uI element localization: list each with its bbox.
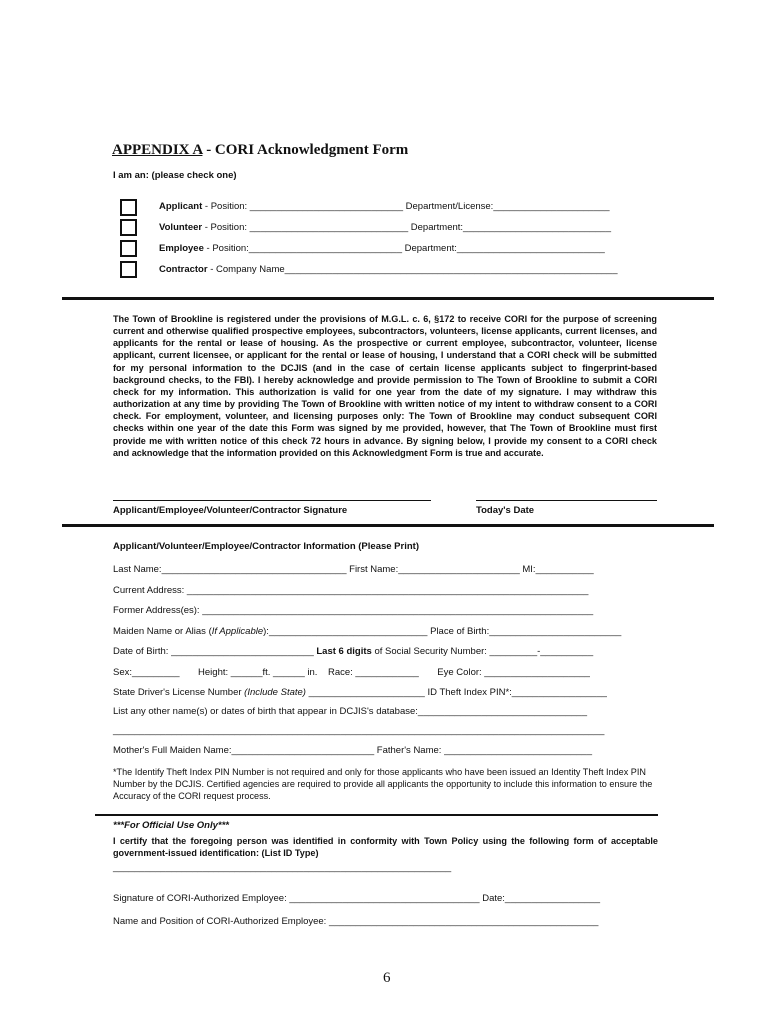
field-text: of Social Security Number: _________-__________	[371, 646, 594, 657]
parents-field[interactable]: Mother's Full Maiden Name:___________________________ Father's Name: ____________________________	[113, 745, 593, 756]
volunteer-row[interactable]	[159, 222, 611, 233]
name-field[interactable]: Last Name:___________________________________ First Name:_______________________ MI:___________	[113, 564, 594, 575]
field-text: Maiden Name or Alias (	[113, 626, 212, 637]
date-label: Today's Date	[476, 505, 535, 516]
authorized-signature-field[interactable]: Signature of CORI-Authorized Employee: ____________________________________ Date:__________________	[113, 893, 601, 904]
role-name: Applicant	[159, 201, 203, 212]
page-number: 6	[383, 970, 391, 986]
employee-checkbox[interactable]	[120, 240, 137, 257]
applicant-row[interactable]	[159, 201, 610, 212]
current-address-field[interactable]: Current Address: ____________________________________________________________________________	[113, 585, 589, 596]
volunteer-checkbox[interactable]	[120, 219, 137, 236]
role-prompt: I am an: (please check one)	[113, 170, 237, 181]
applicant-checkbox[interactable]	[120, 199, 137, 216]
field-text: ):______________________________ Place of Birth:_________________________	[263, 626, 622, 637]
former-address-field[interactable]: Former Address(es): __________________________________________________________________________	[113, 605, 594, 616]
field-note: If Applicable	[211, 626, 264, 637]
other-names-field[interactable]: List any other name(s) or dates of birth that appear in DCJIS's database:________________________________	[113, 706, 587, 717]
form-title-text: - CORI Acknowledgment Form	[202, 142, 409, 158]
role-name: Employee	[159, 243, 204, 254]
employee-row[interactable]	[159, 243, 605, 254]
field-bold: Last 6 digits	[316, 646, 372, 657]
authorized-name-field[interactable]: Name and Position of CORI-Authorized Employee: ___________________________________________________	[113, 916, 599, 927]
other-names-continuation[interactable]: _____________________________________________________________________________________________	[113, 725, 605, 736]
license-field[interactable]	[113, 687, 607, 698]
signature-line[interactable]	[113, 500, 431, 501]
contractor-checkbox[interactable]	[120, 261, 137, 278]
field-text: State Driver's License Number	[113, 687, 245, 698]
section-divider	[62, 297, 714, 300]
dob-ssn-field[interactable]	[113, 646, 593, 657]
signature-label: Applicant/Employee/Volunteer/Contractor Signature	[113, 505, 348, 516]
section-divider	[62, 524, 714, 527]
form-title	[112, 142, 408, 159]
pin-footnote: *The Identify Theft Index PIN Number is not required and only for those applicants who have been issued an Identity Theft Index PIN Number by the DCJIS. Certified agencies are required to provide all applicants the opportunity to include this information to ensure the Accuracy of the CORI request process.	[113, 767, 653, 801]
date-line[interactable]	[476, 500, 657, 501]
section-divider	[95, 814, 658, 816]
info-heading: Applicant/Volunteer/Employee/Contractor Information (Please Print)	[113, 541, 419, 552]
id-type-field[interactable]: ________________________________________________________________	[113, 862, 452, 873]
official-use-heading: ***For Official Use Only***	[113, 820, 229, 831]
field-text: ______________________ ID Theft Index PIN*:__________________	[305, 687, 607, 698]
maiden-name-field[interactable]	[113, 626, 621, 637]
field-text: Date of Birth: ___________________________	[113, 646, 317, 657]
authorization-paragraph: The Town of Brookline is registered under the provisions of M.G.L. c. 6, §172 to receive CORI for the purpose of screening current and otherwise qualified prospective employees, subcontractors, volunteers, license applicants, current licenses, and applicants for the rental or lease of housing. As the prospective or current employee, subcontractor, volunteer, license applicant, current licensee, or applicant for the rental or lease of housing, I understand that a CORI check will be submitted for my personal information to the DCJIS (and in the case of certain license applicants subject to fingerprint-based background checks, to the FBI). I hereby acknowledge and provide permission to The Town of Brookline to submit a CORI check for my information. This authorization is valid for one year from the date of my signature. I may withdraw this authorization at any time by providing The Town of Brookline with written notice of my intent to withdraw consent to a CORI check. For employment, volunteer, and licensing purposes only: The Town of Brookline may conduct subsequent CORI checks within one year of the date this Form was signed by me provided, however, that The Town of Brookline must first provide me with written notice of this check 72 hours in advance. By signing below, I provide my consent to a CORI check and acknowledge that the information provided on this Acknowledgment Form is true and accurate.	[113, 314, 657, 458]
role-fields: - Position: _____________________________ Department/License:______________________	[202, 201, 610, 212]
role-fields: - Position: ______________________________ Department:____________________________	[202, 222, 611, 233]
appendix-label: APPENDIX A	[112, 142, 203, 158]
contractor-row[interactable]	[159, 264, 618, 275]
physical-description-field[interactable]: Sex:_________ Height: ______ft. ______ in. Race: ____________ Eye Color: ____________________	[113, 667, 590, 678]
role-name: Volunteer	[159, 222, 203, 233]
role-name: Contractor	[159, 264, 208, 275]
role-fields: - Position:_____________________________ Department:____________________________	[203, 243, 605, 254]
role-fields: - Company Name_______________________________________________________________	[207, 264, 618, 275]
certification-text: I certify that the foregoing person was identified in conformity with Town Policy using the following form of acceptable government-issued identification: (List ID Type)	[113, 836, 658, 858]
field-note: (Include State)	[244, 687, 306, 698]
